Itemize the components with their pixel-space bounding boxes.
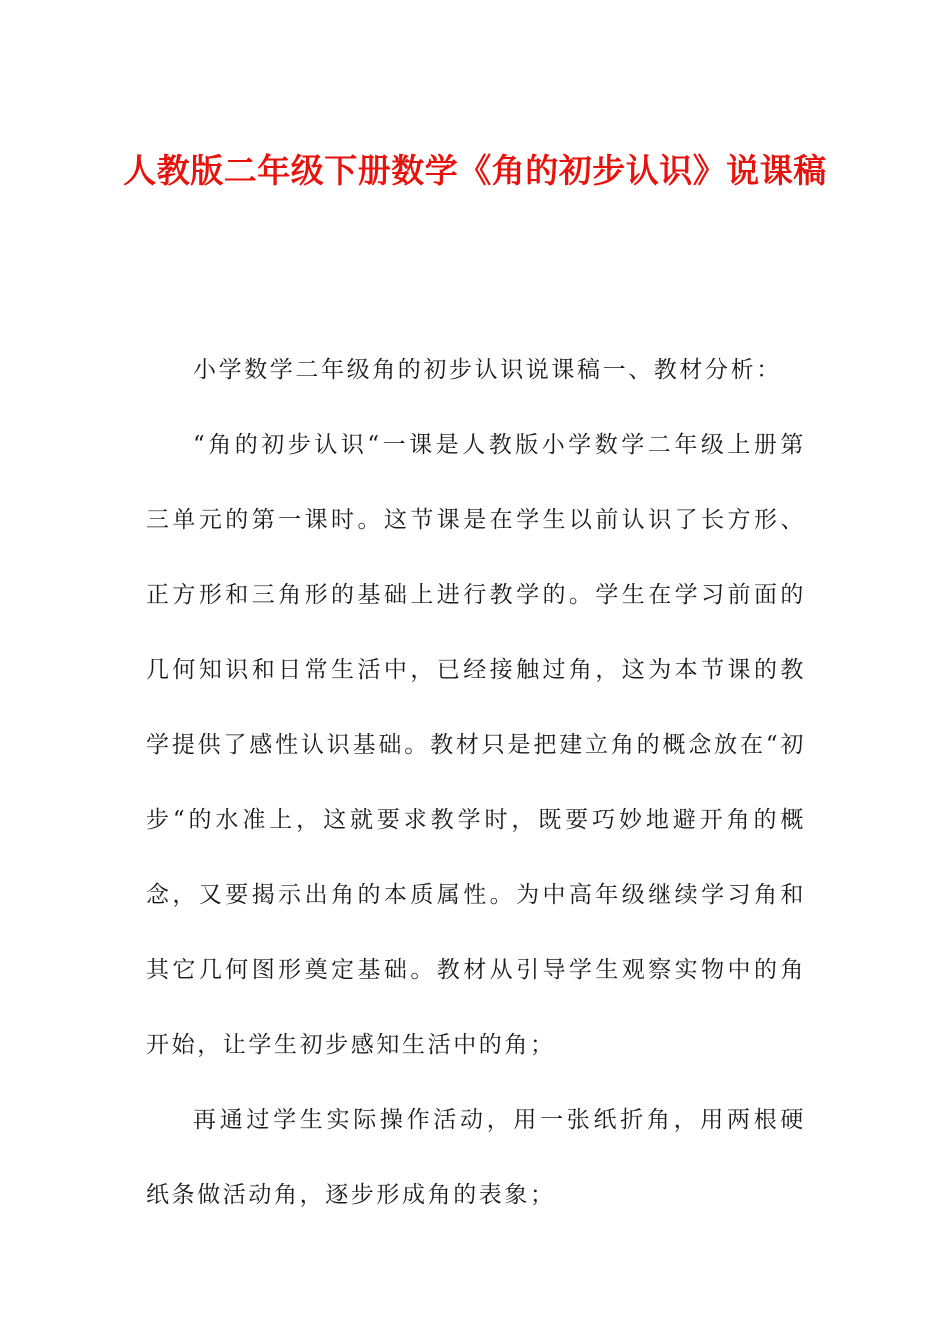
paragraph-textbook-analysis: “角的初步认识“一课是人教版小学数学二年级上册第三单元的第一课时。这节课是在学生以前认识了长方形、正方形和三角形的基础上进行教学的。学生在学习前面的几何知识和日常生活中，已经接触过角，这为本节课的教学提供了感性认识基础。教材只是把建立角的概念放在“初步“的水准上，这就要求教学时，既要巧妙地避开角的概念，又要揭示出角的本质属性。为中高年级继续学习角和其它几何图形奠定基础。教材从引导学生观察实物中的角开始，让学生初步感知生活中的角； (146, 432, 806, 1058)
document-body (146, 333, 806, 1233)
paragraph-intro: 小学数学二年级角的初步认识说课稿一、教材分析： (193, 357, 782, 383)
paragraph-activity: 再通过学生实际操作活动，用一张纸折角，用两根硬纸条做活动角，逐步形成角的表象； (146, 1107, 806, 1208)
document-title: 人教版二年级下册数学《角的初步认识》说课稿 (123, 151, 827, 190)
